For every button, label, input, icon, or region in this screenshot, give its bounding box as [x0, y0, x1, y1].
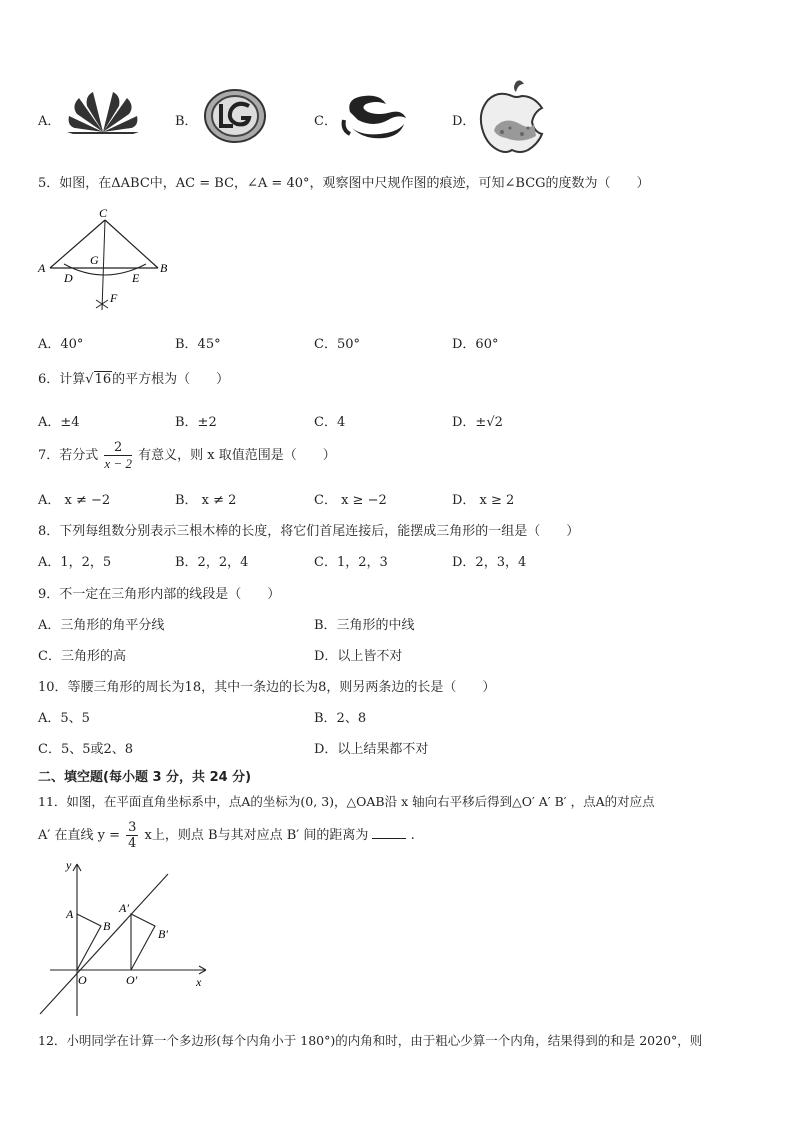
q10-option-b: B．2、8 [314, 711, 367, 726]
q11-denominator: 4 [128, 836, 137, 851]
q11-fraction [126, 820, 138, 851]
q5-option-b: B．45° [175, 337, 221, 352]
q6-radicand: 16 [94, 372, 112, 387]
swirl-logo-image [340, 90, 414, 140]
q11-line2-prefix: A′ 在直线 y = [38, 828, 120, 843]
q7-option-a: A． x ≠ −2 [38, 493, 111, 508]
q6-option-b: B．±2 [175, 415, 217, 430]
q8-option-c: C．1，2，3 [314, 555, 388, 570]
q5-label-c: C [99, 206, 108, 220]
q7-denominator: x − 2 [104, 456, 132, 471]
lg-logo-image [203, 88, 267, 144]
question-9-text: 9．不一定在三角形内部的线段是（ ） [38, 587, 281, 602]
q4-option-c-label: C． [314, 114, 337, 129]
apple-logo-image [476, 78, 550, 156]
q7-numerator: 2 [104, 440, 132, 456]
q9-option-b: B．三角形的中线 [314, 618, 415, 633]
q6-option-a: A．±4 [38, 415, 80, 430]
q5-label-d: D [64, 271, 73, 285]
q5-label-g: G [90, 253, 99, 267]
q4-option-a-label: A． [38, 114, 61, 129]
q5-option-d: D．60° [452, 337, 499, 352]
huawei-logo-image [63, 86, 143, 136]
q5-label-e: E [132, 271, 140, 285]
q10-option-c: C．5、5或2、8 [38, 742, 134, 757]
q6-prefix: 6．计算 [38, 372, 86, 387]
q9-option-c: C．三角形的高 [38, 649, 126, 664]
q11-label-y: y [66, 858, 72, 872]
q11-coordinate-figure [30, 858, 220, 1020]
q5-option-a: A．40° [38, 337, 84, 352]
question-5-text: 5．如图，在ΔABC中，AC = BC，∠A = 40°，观察图中尺规作图的痕迹，可知∠BCG的度数为（ ） [38, 176, 650, 191]
q11-answer-blank [372, 826, 406, 839]
q11-label-b-prime: B′ [158, 927, 168, 941]
q6-option-d: D．±√2 [452, 415, 503, 430]
q8-option-b: B．2，2，4 [175, 555, 249, 570]
q8-option-a: A．1，2，5 [38, 555, 112, 570]
q11-line2-end: . [410, 828, 415, 843]
q11-label-b: B [103, 919, 111, 933]
q6-sqrt-symbol: √ [85, 372, 94, 387]
q9-option-d: D．以上皆不对 [314, 649, 403, 664]
q11-numerator: 3 [128, 820, 137, 835]
q5-label-a: A [38, 261, 46, 275]
question-12-text: 12．小明同学在计算一个多边形(每个内角小于 180°)的内角和时，由于粗心少算一个内角，结果得到的和是 2020°，则 [38, 1033, 703, 1048]
q8-option-d: D．2，3，4 [452, 555, 527, 570]
q11-label-o-prime: O′ [126, 973, 138, 987]
question-10-text: 10．等腰三角形的周长为18，其中一条边的长为8，则另两条边的长是（ ） [38, 680, 496, 695]
question-6-text [38, 368, 229, 387]
question-11-line-2 [38, 820, 415, 851]
q6-option-c: C．4 [314, 415, 346, 430]
q11-label-a-prime: A′ [119, 901, 129, 915]
question-7-text [38, 440, 336, 471]
q4-option-b-label: B． [175, 114, 198, 129]
q9-option-a: A．三角形的角平分线 [38, 618, 165, 633]
q11-label-a: A [66, 907, 74, 921]
q4-option-d-label: D． [452, 114, 476, 129]
q11-label-x: x [196, 975, 202, 989]
q5-label-b: B [160, 261, 168, 275]
q10-option-d: D．以上结果都不对 [314, 742, 429, 757]
q5-figure [34, 204, 184, 314]
q5-label-f: F [110, 291, 118, 305]
q7-fraction [104, 440, 132, 471]
q7-option-c: C． x ≥ −2 [314, 493, 387, 508]
question-11-line-1: 11．如图，在平面直角坐标系中，点A的坐标为(0, 3)，△OAB沿 x 轴向右平移后得到△O′ A′ B′ ，点A的对应点 [38, 794, 655, 809]
q5-option-c: C．50° [314, 337, 360, 352]
q7-suffix: 有意义，则 x 取值范围是（ ） [138, 448, 336, 463]
q10-option-a: A．5、5 [38, 711, 90, 726]
q6-suffix: 的平方根为（ ） [112, 372, 230, 387]
question-8-text: 8．下列每组数分别表示三根木棒的长度，将它们首尾连接后，能摆成三角形的一组是（ ） [38, 524, 580, 539]
section-2-title: 二、填空题(每小题 3 分，共 24 分) [38, 770, 252, 785]
q11-line2-mid: x上，则点 B与其对应点 B′ 间的距离为 [144, 828, 369, 843]
q7-option-d: D． x ≥ 2 [452, 493, 515, 508]
q7-prefix: 7．若分式 [38, 448, 99, 463]
q11-label-o: O [78, 973, 87, 987]
q7-option-b: B． x ≠ 2 [175, 493, 237, 508]
